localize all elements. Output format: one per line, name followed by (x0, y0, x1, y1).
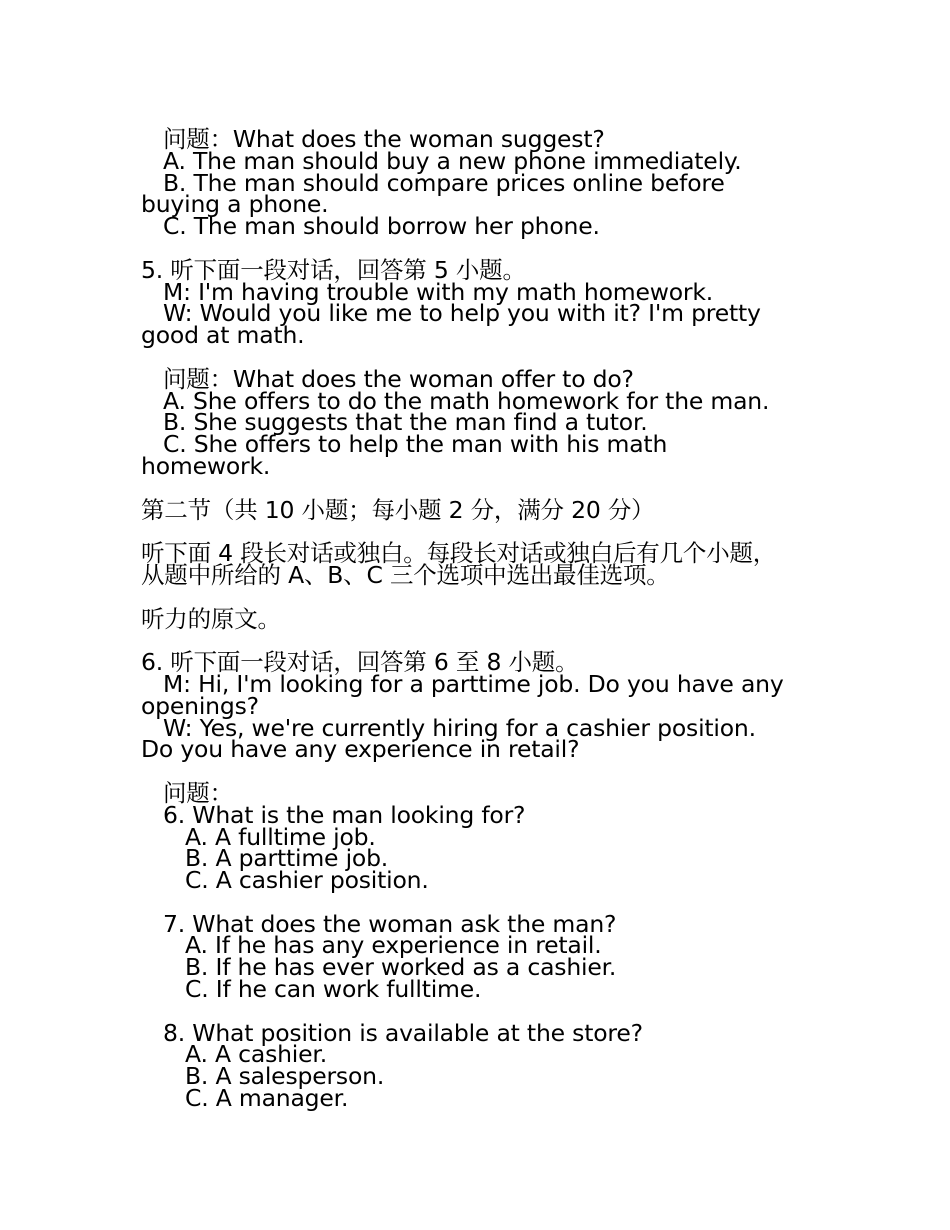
question-5-heading: 5. 听下面一段对话，回答第 5 小题。 (141, 255, 526, 284)
question-8-option-a: A. A cashier. (185, 1040, 327, 1069)
question-8-option-c: C. A manager. (185, 1084, 349, 1113)
dialogue-man-line-continued: openings? (141, 691, 259, 720)
question-8-stem: 8. What position is available at the store? (163, 1018, 643, 1047)
transcript-label: 听力的原文。 (141, 604, 281, 633)
question-5-option-c: C. She offers to help the man with his math (163, 430, 668, 459)
question-7-option-a: A. If he has any experience in retail. (185, 931, 602, 960)
dialogue-woman-line: W: Yes, we're currently hiring for a cashier position. (163, 713, 756, 742)
dialogue-woman-line-continued: Do you have any experience in retail? (141, 735, 580, 764)
document-page (141, 125, 811, 1113)
question-7-option-c: C. If he can work fulltime. (185, 975, 482, 1004)
question-4-prompt: 问题：What does the woman suggest? (163, 125, 605, 153)
dialogue-man-line: M: Hi, I'm looking for a parttime job. Do you have any (163, 669, 784, 698)
question-5-option-b: B. She suggests that the man find a tutor. (163, 408, 648, 437)
section-instruction: 听下面 4 段长对话或独白。每段长对话或独白后有几个小题， (141, 539, 777, 568)
question-6-8-heading: 6. 听下面一段对话，回答第 6 至 8 小题。 (141, 648, 579, 677)
section-2-block (141, 495, 811, 633)
dialogue-man-line: M: I'm having trouble with my math homework. (163, 277, 714, 306)
section-instruction-continued: 从题中所给的 A、B、C 三个选项中选出最佳选项。 (141, 560, 670, 589)
question-6-option-c: C. A cashier position. (185, 866, 429, 895)
question-4-option-b-continued: buying a phone. (141, 190, 329, 219)
question-7-option-b: B. If he has ever worked as a cashier. (185, 953, 617, 982)
question-5-option-c-continued: homework. (141, 451, 271, 480)
question-5-prompt: 问题：What does the woman offer to do? (163, 364, 634, 393)
spacer (141, 761, 811, 783)
question-7-stem: 7. What does the woman ask the man? (163, 909, 617, 938)
question-4-option-b: B. The man should compare prices online before (163, 168, 725, 197)
question-4-option-a: A. The man should buy a new phone immediately. (163, 146, 742, 175)
questions-label: 问题： (163, 778, 233, 807)
question-6-option-b: B. A parttime job. (185, 844, 389, 873)
question-5-option-a: A. She offers to do the math homework for the man. (163, 386, 770, 415)
question-5-block (141, 255, 811, 480)
question-4-option-c: C. The man should borrow her phone. (163, 212, 600, 241)
question-4-block (141, 125, 811, 241)
question-6-8-block (141, 648, 811, 1113)
dialogue-woman-line: W: Would you like me to help you with it? I'm pretty (163, 299, 761, 328)
section-title: 第二节（共 10 小题；每小题 2 分，满分 20 分） (141, 495, 655, 524)
dialogue-woman-line-continued: good at math. (141, 321, 305, 350)
question-6-option-a: A. A fulltime job. (185, 822, 376, 851)
question-6-stem: 6. What is the man looking for? (163, 800, 526, 829)
question-8-option-b: B. A salesperson. (185, 1062, 385, 1091)
